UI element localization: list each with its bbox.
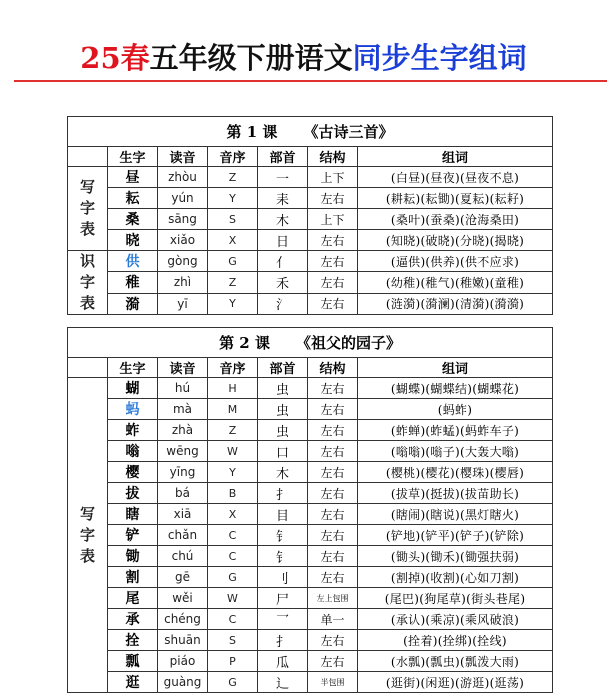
pinyin-cell: chú — [158, 546, 208, 567]
char-cell: 漪 — [108, 293, 158, 314]
words-cell: (白昼)(昼夜)(昼夜不息) — [358, 167, 553, 188]
table-row — [68, 293, 553, 314]
radical-cell: 乛 — [258, 609, 308, 630]
lesson-2-heading — [68, 328, 553, 358]
table-row — [68, 504, 553, 525]
words-cell: (水瓢)(瓢虫)(瓢泼大雨) — [358, 651, 553, 672]
header-words: 组词 — [358, 147, 553, 167]
structure-cell: 左右 — [308, 483, 358, 504]
radical-cell: 辶 — [258, 672, 308, 693]
table-row — [68, 525, 553, 546]
write-group-label: 写 字 表 — [68, 167, 108, 251]
pinyin-cell: bá — [158, 483, 208, 504]
words-cell: (逼供)(供养)(供不应求) — [358, 251, 553, 272]
char-cell: 尾 — [108, 588, 158, 609]
structure-cell: 左右 — [308, 378, 358, 399]
char-cell: 蚂 — [108, 399, 158, 420]
char-cell: 稚 — [108, 272, 158, 293]
lesson-2-name: 《祖父的园子》 — [295, 334, 401, 352]
letter-cell: W — [208, 441, 258, 462]
radical-cell: 虫 — [258, 399, 308, 420]
table-row — [68, 230, 553, 251]
table-row — [68, 209, 553, 230]
header-char: 生字 — [108, 147, 158, 167]
letter-cell: C — [208, 546, 258, 567]
words-cell: (嗡嗡)(嗡子)(大轰大嗡) — [358, 441, 553, 462]
radical-cell: 虫 — [258, 420, 308, 441]
words-cell: (锄头)(锄禾)(锄强扶弱) — [358, 546, 553, 567]
pinyin-cell: gē — [158, 567, 208, 588]
table-row — [68, 567, 553, 588]
char-cell: 耘 — [108, 188, 158, 209]
letter-cell: Y — [208, 293, 258, 314]
words-cell: (割掉)(收割)(心如刀割) — [358, 567, 553, 588]
header-letter: 音序 — [208, 358, 258, 378]
words-cell: (知晓)(破晓)(分晓)(揭晓) — [358, 230, 553, 251]
lesson-1-name: 《古诗三首》 — [303, 123, 394, 141]
table-row — [68, 588, 553, 609]
char-cell: 樱 — [108, 462, 158, 483]
words-cell: (幼稚)(稚气)(稚嫩)(童稚) — [358, 272, 553, 293]
radical-cell: 口 — [258, 441, 308, 462]
words-cell: (樱桃)(樱花)(樱珠)(樱唇) — [358, 462, 553, 483]
char-cell: 供 — [108, 251, 158, 272]
pinyin-cell: wēng — [158, 441, 208, 462]
letter-cell: Y — [208, 188, 258, 209]
header-words: 组词 — [358, 358, 553, 378]
letter-cell: M — [208, 399, 258, 420]
words-cell: (拴着)(拴绑)(拴线) — [358, 630, 553, 651]
header-char: 生字 — [108, 358, 158, 378]
header-structure: 结构 — [308, 147, 358, 167]
char-cell: 铲 — [108, 525, 158, 546]
char-cell: 逛 — [108, 672, 158, 693]
letter-cell: Z — [208, 420, 258, 441]
char-cell: 晓 — [108, 230, 158, 251]
header-pinyin: 读音 — [158, 147, 208, 167]
table-row — [68, 483, 553, 504]
radical-cell: 氵 — [258, 293, 308, 314]
words-cell: (耕耘)(耘锄)(夏耘)(耘耔) — [358, 188, 553, 209]
structure-cell: 左右 — [308, 504, 358, 525]
pinyin-cell: zhòu — [158, 167, 208, 188]
pinyin-cell: mà — [158, 399, 208, 420]
recognize-group-label: 识 字 表 — [68, 251, 108, 315]
words-cell: (拔草)(挺拔)(拔苗助长) — [358, 483, 553, 504]
pinyin-cell: chéng — [158, 609, 208, 630]
pinyin-cell: xiǎo — [158, 230, 208, 251]
table-row — [68, 420, 553, 441]
char-cell: 承 — [108, 609, 158, 630]
pinyin-cell: zhì — [158, 272, 208, 293]
words-cell: (铲地)(铲平)(铲子)(铲除) — [358, 525, 553, 546]
pinyin-cell: xiā — [158, 504, 208, 525]
letter-cell: G — [208, 567, 258, 588]
structure-cell: 左右 — [308, 651, 358, 672]
table-row — [68, 609, 553, 630]
title-part-topic: 同步生字组词 — [352, 41, 527, 75]
letter-cell: S — [208, 630, 258, 651]
table-row — [68, 272, 553, 293]
pinyin-cell: yī — [158, 293, 208, 314]
structure-cell: 左上包围 — [308, 588, 358, 609]
header-group-blank — [68, 358, 108, 378]
structure-cell: 左右 — [308, 293, 358, 314]
write-group-label: 写 字 表 — [68, 378, 108, 693]
letter-cell: W — [208, 588, 258, 609]
pinyin-cell: piáo — [158, 651, 208, 672]
words-cell: (尾巴)(狗尾草)(街头巷尾) — [358, 588, 553, 609]
radical-cell: 亻 — [258, 251, 308, 272]
radical-cell: 钅 — [258, 525, 308, 546]
structure-cell: 左右 — [308, 630, 358, 651]
char-cell: 蚱 — [108, 420, 158, 441]
pinyin-cell: wěi — [158, 588, 208, 609]
pinyin-cell: yún — [158, 188, 208, 209]
radical-cell: 扌 — [258, 630, 308, 651]
title-part-season: 25春 — [80, 41, 150, 75]
table-row — [68, 546, 553, 567]
char-cell: 蝴 — [108, 378, 158, 399]
radical-cell: 虫 — [258, 378, 308, 399]
title-part-grade: 五年级下册语文 — [149, 41, 353, 75]
structure-cell: 左右 — [308, 188, 358, 209]
lesson-1-heading — [68, 117, 553, 147]
lesson-2-number: 第 2 课 — [219, 334, 270, 352]
header-radical: 部首 — [258, 358, 308, 378]
structure-cell: 左右 — [308, 272, 358, 293]
letter-cell: Z — [208, 167, 258, 188]
header-pinyin: 读音 — [158, 358, 208, 378]
char-cell: 昼 — [108, 167, 158, 188]
radical-cell: 刂 — [258, 567, 308, 588]
pinyin-cell: zhà — [158, 420, 208, 441]
words-cell: (涟漪)(漪澜)(清漪)(漪漪) — [358, 293, 553, 314]
radical-cell: 木 — [258, 209, 308, 230]
letter-cell: G — [208, 251, 258, 272]
char-cell: 锄 — [108, 546, 158, 567]
letter-cell: C — [208, 609, 258, 630]
radical-cell: 木 — [258, 462, 308, 483]
table-row — [68, 167, 553, 188]
letter-cell: H — [208, 378, 258, 399]
words-cell: (蚂蚱) — [358, 399, 553, 420]
words-cell: (蚱蝉)(蚱蜢)(蚂蚱车子) — [358, 420, 553, 441]
structure-cell: 左右 — [308, 230, 358, 251]
char-cell: 拔 — [108, 483, 158, 504]
pinyin-cell: gòng — [158, 251, 208, 272]
radical-cell: 瓜 — [258, 651, 308, 672]
letter-cell: X — [208, 230, 258, 251]
structure-cell: 左右 — [308, 420, 358, 441]
radical-cell: 一 — [258, 167, 308, 188]
table-row — [68, 462, 553, 483]
table-row — [68, 651, 553, 672]
pinyin-cell: shuān — [158, 630, 208, 651]
structure-cell: 上下 — [308, 209, 358, 230]
char-cell: 拴 — [108, 630, 158, 651]
structure-cell: 左右 — [308, 251, 358, 272]
char-cell: 瞎 — [108, 504, 158, 525]
letter-cell: X — [208, 504, 258, 525]
table-row — [68, 630, 553, 651]
letter-cell: S — [208, 209, 258, 230]
table-row — [68, 399, 553, 420]
pinyin-cell: chǎn — [158, 525, 208, 546]
header-letter: 音序 — [208, 147, 258, 167]
table-row — [68, 672, 553, 693]
radical-cell: 尸 — [258, 588, 308, 609]
words-cell: (桑叶)(蚕桑)(沧海桑田) — [358, 209, 553, 230]
radical-cell: 扌 — [258, 483, 308, 504]
pinyin-cell: yīng — [158, 462, 208, 483]
header-structure: 结构 — [308, 358, 358, 378]
letter-cell: P — [208, 651, 258, 672]
structure-cell: 单一 — [308, 609, 358, 630]
table-row — [68, 441, 553, 462]
header-radical: 部首 — [258, 147, 308, 167]
page-title — [0, 38, 607, 78]
table-row — [68, 378, 553, 399]
structure-cell: 左右 — [308, 441, 358, 462]
pinyin-cell: sāng — [158, 209, 208, 230]
structure-cell: 左右 — [308, 525, 358, 546]
letter-cell: B — [208, 483, 258, 504]
radical-cell: 日 — [258, 230, 308, 251]
table-row — [68, 251, 553, 272]
header-group-blank — [68, 147, 108, 167]
radical-cell: 耒 — [258, 188, 308, 209]
letter-cell: G — [208, 672, 258, 693]
lesson-2-table — [67, 327, 553, 693]
structure-cell: 上下 — [308, 167, 358, 188]
char-cell: 割 — [108, 567, 158, 588]
words-cell: (蝴蝶)(蝴蝶结)(蝴蝶花) — [358, 378, 553, 399]
radical-cell: 目 — [258, 504, 308, 525]
pinyin-cell: hú — [158, 378, 208, 399]
structure-cell: 左右 — [308, 546, 358, 567]
table-row — [68, 188, 553, 209]
lesson-1-number: 第 1 课 — [226, 123, 278, 141]
letter-cell: Y — [208, 462, 258, 483]
char-cell: 桑 — [108, 209, 158, 230]
words-cell: (瞎闹)(瞎说)(黑灯瞎火) — [358, 504, 553, 525]
char-cell: 嗡 — [108, 441, 158, 462]
title-underline — [14, 80, 607, 82]
structure-cell: 左右 — [308, 399, 358, 420]
letter-cell: Z — [208, 272, 258, 293]
structure-cell: 半包围 — [308, 672, 358, 693]
words-cell: (承认)(乘凉)(乘风破浪) — [358, 609, 553, 630]
char-cell: 瓢 — [108, 651, 158, 672]
pinyin-cell: guàng — [158, 672, 208, 693]
radical-cell: 禾 — [258, 272, 308, 293]
structure-cell: 左右 — [308, 567, 358, 588]
lesson-1-table — [67, 116, 553, 315]
structure-cell: 左右 — [308, 462, 358, 483]
letter-cell: C — [208, 525, 258, 546]
radical-cell: 钅 — [258, 546, 308, 567]
words-cell: (逛街)(闲逛)(游逛)(逛荡) — [358, 672, 553, 693]
